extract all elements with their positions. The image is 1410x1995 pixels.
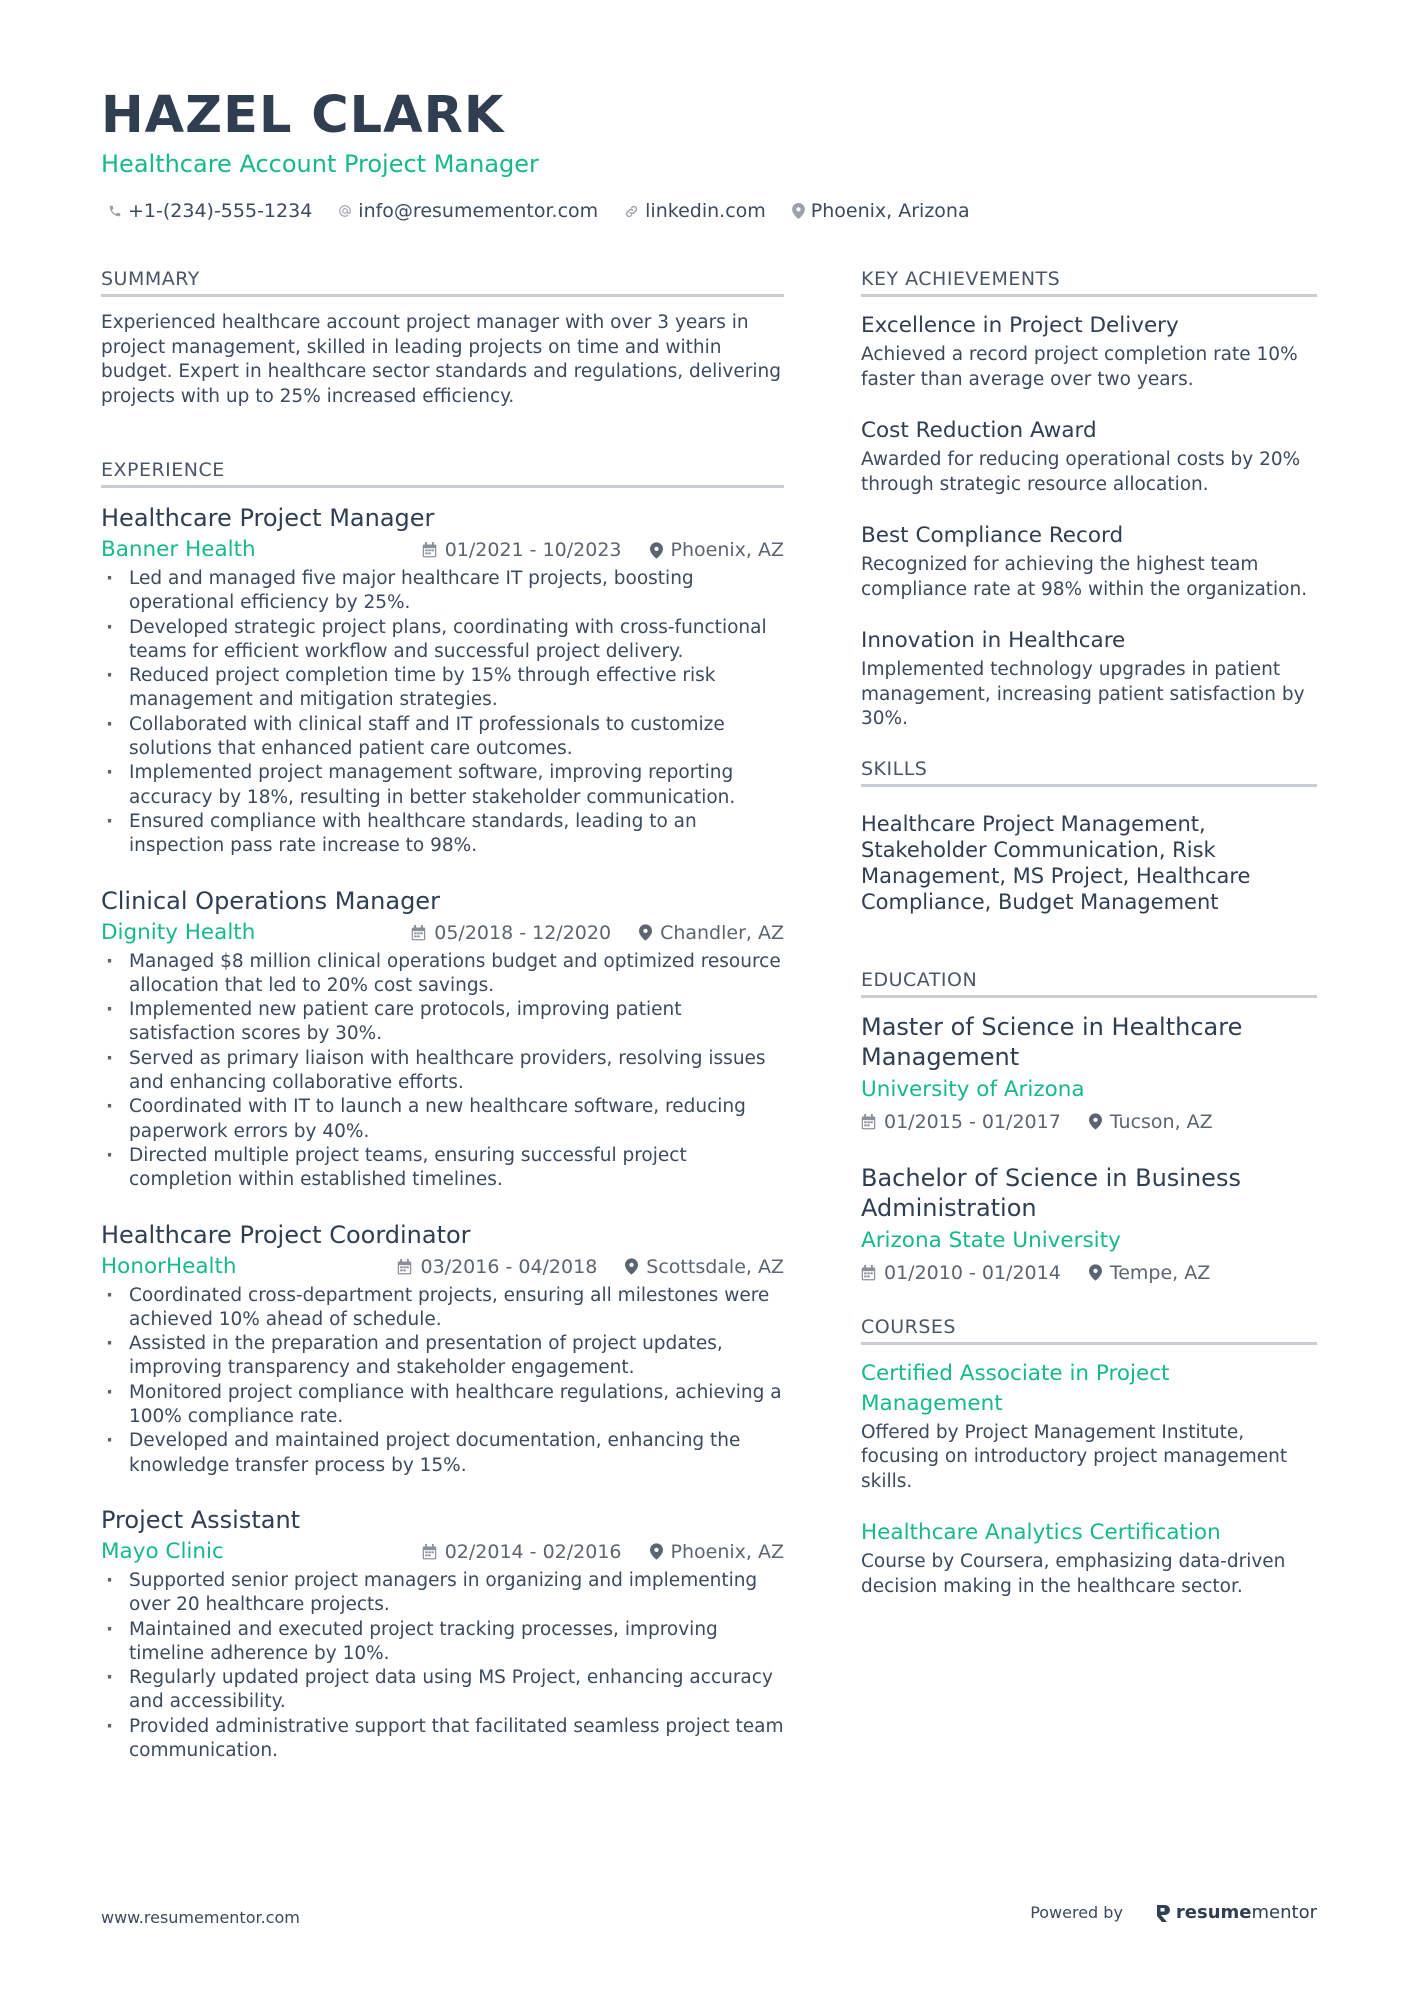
job-title: Healthcare Project Coordinator: [101, 1220, 471, 1249]
contact-email[interactable]: [338, 198, 598, 224]
job-location-text: Scottsdale, AZ: [646, 1255, 784, 1278]
course-desc: Course by Coursera, emphasizing data-driven decision making in the healthcare sector.: [861, 1551, 1286, 1597]
right-column: [861, 266, 1317, 1623]
achievement-item: [861, 416, 1317, 497]
achievement-title: Cost Reduction Award: [861, 418, 1097, 443]
bullet-item: · Developed and maintained project documentation, enhancing the knowledge transfer process by 15%.: [101, 1429, 784, 1478]
course-item: [861, 1518, 1317, 1599]
achievement-desc: Recognized for achieving the highest team compliance rate at 98% within the organization.: [861, 554, 1308, 600]
bullet-item: · Developed strategic project plans, coordinating with cross-functional teams for efficient workflow and successful project delivery.: [101, 616, 784, 665]
education-dates-text: 01/2015 - 01/2017: [884, 1110, 1061, 1133]
job-meta-right: [411, 918, 784, 948]
skills-section: [861, 756, 1317, 915]
achievement-title: Innovation in Healthcare: [861, 628, 1126, 653]
job-dates-text: 01/2021 - 10/2023: [444, 539, 622, 561]
degree-title: Bachelor of Science in Business Administration: [861, 1163, 1241, 1222]
education-section: [861, 967, 1317, 1288]
company-name: HonorHealth: [101, 1253, 237, 1279]
job-dates: [422, 535, 622, 565]
bullet-item: · Coordinated with IT to launch a new healthcare software, reducing paperwork errors by 40%.: [101, 1095, 784, 1144]
bullet-item: · Directed multiple project teams, ensuring successful project completion within established timelines.: [101, 1144, 784, 1193]
candidate-title: Healthcare Account Project Manager: [101, 150, 539, 178]
course-title: Healthcare Analytics Certification: [861, 1520, 1221, 1545]
job-bullets: [101, 1284, 784, 1478]
achievement-item: [861, 626, 1317, 732]
course-item: [861, 1359, 1317, 1495]
footer-brand: [1030, 1902, 1317, 1923]
job-location-text: Phoenix, AZ: [670, 539, 784, 561]
education-location-text: Tempe, AZ: [1109, 1261, 1211, 1284]
job-meta: [101, 1537, 784, 1567]
achievement-title: Best Compliance Record: [861, 523, 1124, 548]
experience-heading: EXPERIENCE: [101, 457, 784, 488]
bullet-item: · Reduced project completion time by 15% through effective risk management and mitigation strategies.: [101, 664, 784, 713]
job-dates: [422, 1537, 622, 1567]
bullet-item: · Ensured compliance with healthcare standards, leading to an inspection pass rate increase to 98%.: [101, 810, 784, 859]
summary-section: [101, 266, 784, 409]
achievement-item: [861, 311, 1317, 392]
job-dates: [397, 1252, 597, 1282]
resumementor-logo-icon: [1155, 1903, 1171, 1923]
brand-name-light: mentor: [1251, 1902, 1317, 1923]
education-location: [1089, 1107, 1213, 1137]
calendar-icon: [411, 925, 426, 941]
bullet-item: · Provided administrative support that facilitated seamless project team communication.: [101, 1715, 784, 1764]
job-entry: [101, 1504, 784, 1763]
job-meta: [101, 1252, 784, 1282]
map-pin-icon: [1089, 1264, 1102, 1281]
achievement-desc: Awarded for reducing operational costs by 20% through strategic resource allocation.: [861, 449, 1301, 495]
bullet-item: · Implemented project management software, improving reporting accuracy by 18%, resulting in better stakeholder communication.: [101, 761, 784, 810]
contact-location: [792, 198, 970, 224]
company-name: Mayo Clinic: [101, 1538, 224, 1564]
calendar-icon: [861, 1265, 876, 1281]
job-meta: [101, 918, 784, 948]
bullet-item: · Maintained and executed project tracking processes, improving timeline adherence by 10%.: [101, 1618, 784, 1667]
education-dates: [861, 1107, 1061, 1137]
contact-bar: [108, 198, 996, 224]
contact-linkedin[interactable]: [624, 198, 766, 224]
bullet-item: · Coordinated cross-department projects, ensuring all milestones were achieved 10% ahead of schedule.: [101, 1284, 784, 1333]
calendar-icon: [422, 542, 437, 558]
job-meta-right: [422, 1537, 784, 1567]
summary-text: Experienced healthcare account project manager with over 3 years in project management, skilled in leading projects on time and within budget. Expert in healthcare sector standards and regulations, delivering projects with up to 25% increased efficiency.: [101, 312, 781, 407]
education-meta: [861, 1258, 1317, 1288]
achievement-desc: Achieved a record project completion rate 10% faster than average over two years.: [861, 344, 1298, 390]
job-dates-text: 02/2014 - 02/2016: [444, 1540, 622, 1563]
job-meta-right: [397, 1252, 784, 1282]
linkedin-text: linkedin.com: [645, 200, 766, 222]
job-location-text: Chandler, AZ: [660, 921, 784, 944]
achievements-section: [861, 266, 1317, 732]
brand-name-bold: resume: [1175, 1902, 1252, 1923]
map-pin-icon: [625, 1258, 638, 1275]
education-dates-text: 01/2010 - 01/2014: [884, 1261, 1061, 1284]
achievement-item: [861, 521, 1317, 602]
courses-section: [861, 1314, 1317, 1600]
contact-phone[interactable]: [108, 198, 312, 224]
job-dates-text: 03/2016 - 04/2018: [420, 1255, 598, 1278]
education-item: [861, 1163, 1317, 1288]
education-location-text: Tucson, AZ: [1109, 1110, 1213, 1133]
bullet-item: · Led and managed five major healthcare IT projects, boosting operational efficiency by 25%.: [101, 567, 784, 616]
job-dates-text: 05/2018 - 12/2020: [434, 921, 612, 944]
job-entry: [101, 885, 784, 1193]
bullet-item: · Monitored project compliance with healthcare regulations, achieving a 100% compliance rate.: [101, 1381, 784, 1430]
brand-logo[interactable]: [1155, 1902, 1317, 1923]
education-location: [1089, 1258, 1210, 1288]
job-title: Healthcare Project Manager: [101, 504, 435, 532]
job-location: [650, 535, 784, 565]
calendar-icon: [397, 1259, 412, 1275]
education-heading: EDUCATION: [861, 967, 1317, 998]
left-column: [101, 266, 784, 1789]
education-item: [861, 1012, 1317, 1137]
skills-heading: SKILLS: [861, 756, 1317, 787]
bullet-item: · Managed $8 million clinical operations budget and optimized resource allocation that led to 20% cost savings.: [101, 950, 784, 999]
calendar-icon: [422, 1544, 437, 1560]
map-pin-icon: [650, 542, 663, 559]
experience-section: [101, 457, 784, 1763]
job-title: Clinical Operations Manager: [101, 886, 440, 915]
company-name: Banner Health: [101, 537, 256, 562]
skills-list: Healthcare Project Management, Stakeholder Communication, Risk Management, MS Project, Healthcare Compliance, Budget Management: [861, 811, 1251, 914]
company-name: Dignity Health: [101, 919, 256, 945]
course-desc: Offered by Project Management Institute, focusing on introductory project management skills.: [861, 1421, 1288, 1492]
job-dates: [411, 918, 611, 948]
job-bullets: [101, 950, 784, 1193]
bullet-item: · Collaborated with clinical staff and IT professionals to customize solutions that enhanced patient care outcomes.: [101, 713, 784, 762]
job-bullets: [101, 1569, 784, 1763]
map-pin-icon: [650, 1543, 663, 1560]
job-bullets: [101, 567, 784, 859]
map-pin-icon: [792, 203, 805, 219]
course-title: Certified Associate in Project Management: [861, 1360, 1170, 1416]
job-location: [650, 1537, 784, 1567]
bullet-item: · Served as primary liaison with healthcare providers, resolving issues and enhancing collaborative efforts.: [101, 1047, 784, 1096]
bullet-item: · Assisted in the preparation and presentation of project updates, improving transparency and stakeholder engagement.: [101, 1332, 784, 1381]
summary-heading: SUMMARY: [101, 266, 784, 297]
job-location-text: Phoenix, AZ: [670, 1540, 784, 1563]
school-name: Arizona State University: [861, 1227, 1121, 1253]
email-text: info@resumementor.com: [358, 200, 599, 222]
job-entry: [101, 502, 784, 859]
achievement-desc: Implemented technology upgrades in patient management, increasing patient satisfaction by 30%.: [861, 659, 1305, 729]
bullet-item: · Implemented new patient care protocols, improving patient satisfaction scores by 30%.: [101, 998, 784, 1047]
phone-icon: [108, 204, 122, 218]
bullet-item: · Regularly updated project data using MS Project, enhancing accuracy and accessibility.: [101, 1666, 784, 1715]
education-meta: [861, 1107, 1317, 1137]
powered-by-label: Powered by: [1030, 1903, 1123, 1922]
school-name: University of Arizona: [861, 1076, 1085, 1102]
at-icon: [338, 204, 352, 218]
calendar-icon: [861, 1114, 876, 1130]
education-dates: [861, 1258, 1061, 1288]
bullet-item: · Supported senior project managers in organizing and implementing over 20 healthcare projects.: [101, 1569, 784, 1618]
courses-heading: COURSES: [861, 1314, 1317, 1345]
job-title: Project Assistant: [101, 1505, 301, 1534]
job-location: [639, 918, 784, 948]
job-entry: [101, 1219, 784, 1478]
degree-title: Master of Science in Healthcare Management: [861, 1012, 1243, 1071]
map-pin-icon: [1089, 1113, 1102, 1130]
map-pin-icon: [639, 924, 652, 941]
achievement-title: Excellence in Project Delivery: [861, 313, 1179, 338]
job-meta-right: [422, 535, 784, 565]
achievements-heading: KEY ACHIEVEMENTS: [861, 266, 1317, 297]
link-icon: [624, 204, 639, 219]
job-meta: [101, 535, 784, 565]
location-text: Phoenix, Arizona: [810, 200, 970, 222]
phone-text: +1-(234)-555-1234: [128, 200, 313, 222]
candidate-name: HAZEL CLARK: [101, 86, 505, 145]
job-location: [625, 1252, 784, 1282]
footer-website[interactable]: www.resumementor.com: [101, 1908, 300, 1927]
